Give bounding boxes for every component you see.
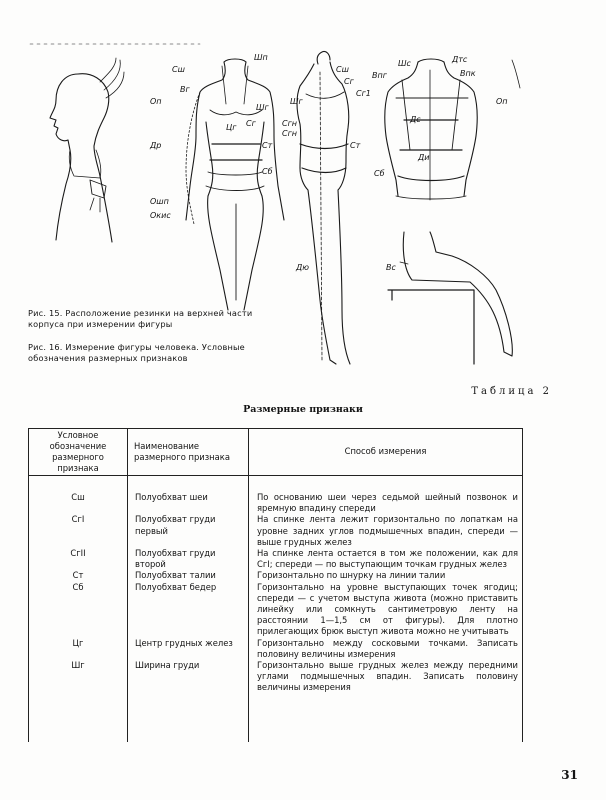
row-name: Ширина груди [128, 660, 249, 742]
row-method: На спинке лента лежит горизонтально по лопаткам на уровне задних углов подмышечных впадин, спереди — выше грудных желез [249, 514, 523, 548]
row-method: Горизонтально по шнурку на линии талии [249, 570, 523, 581]
header-name: Наименование размерного признака [128, 429, 249, 476]
table-row [29, 638, 523, 660]
row-name: Полуобхват шеи [128, 492, 249, 514]
label-front-5: Цг [226, 123, 237, 132]
label-side-1: Сг [344, 77, 354, 86]
table-row [29, 582, 523, 638]
label-back-6: Ди [418, 153, 430, 162]
page-edge-mark [512, 60, 520, 88]
label-front-9: Сб [262, 167, 273, 176]
label-back-5: Дс [410, 115, 421, 124]
label-front-1: Шп [254, 53, 268, 62]
label-back-3: Впк [460, 69, 476, 78]
label-back-4: Оп [496, 97, 508, 106]
figure-illustrations [0, 0, 606, 390]
table-header-row [29, 429, 523, 476]
row-name: Центр грудных желез [128, 638, 249, 660]
label-side-4: Сгн [282, 119, 298, 128]
row-name: Полуобхват бедер [128, 582, 249, 638]
label-front-3: Оп [150, 97, 162, 106]
table-title: Размерные признаки [243, 404, 363, 415]
label-front-11: Окис [150, 211, 171, 220]
label-front-6: Сг [246, 119, 256, 128]
label-back-8: Вс [386, 263, 396, 272]
row-code: Ст [29, 570, 128, 581]
row-code: Сш [29, 492, 128, 514]
table-label: Таблица 2 [471, 386, 552, 397]
label-side-7: Дю [296, 263, 309, 272]
label-back-1: Дтс [452, 55, 468, 64]
row-code: Цг [29, 638, 128, 660]
table-row [29, 660, 523, 742]
label-side-2: Сг1 [356, 89, 371, 98]
row-method: На спинке лента остается в том же положении, как для СгI; спереди — по выступающим точкам грудных желез [249, 548, 523, 570]
row-code: СгI [29, 514, 128, 548]
header-method: Способ измерения [249, 429, 523, 476]
fig16-front-figure [186, 59, 284, 310]
row-method: Горизонтально между сосковыми точками. Записать половину величины измерения [249, 638, 523, 660]
table-row [29, 514, 523, 548]
label-side-6: Ст [350, 141, 361, 150]
page-number: 31 [561, 768, 578, 782]
label-front-8: Др [150, 141, 162, 150]
fig16-seated-legs [388, 232, 512, 364]
row-code: СгII [29, 548, 128, 570]
row-code: Шг [29, 660, 128, 742]
label-side-0: Сш [336, 65, 349, 74]
row-method: По основанию шеи через седьмой шейный позвонок и яремную впадину спереди [249, 492, 523, 514]
header-code: Условное обозначение размерного признака [29, 429, 128, 476]
label-front-4: Шг [256, 103, 269, 112]
fig15-caption: Рис. 15. Расположение резинки на верхней части корпуса при измерении фигуры [28, 308, 253, 329]
row-method: Горизонтально на уровне выступающих точек ягодиц; спереди — с учетом выступа живота (можно приставить линейку или сомкнуть сантиметровую ленту на расстоянии 1—1,5 см от фигуры). Для плотно прилегающих брюк выступ живота можно не учитывать [249, 582, 523, 638]
table-row [29, 492, 523, 514]
fig15-profile-head [50, 58, 124, 242]
row-name: Полуобхват талии [128, 570, 249, 581]
label-back-0: Шс [398, 59, 411, 68]
table-row [29, 570, 523, 581]
label-front-2: Вг [180, 85, 190, 94]
row-name: Полуобхват груди второй [128, 548, 249, 570]
fig16-side-figure [297, 51, 350, 364]
row-method: Горизонтально выше грудных желез между передними углами подмышечных впадин. Записать половину величины измерения [249, 660, 523, 742]
label-front-10: Ошп [150, 197, 169, 206]
size-features-table [28, 428, 523, 742]
label-front-0: Сш [172, 65, 185, 74]
table-spacer-row [29, 476, 523, 493]
label-front-7: Ст [262, 141, 273, 150]
label-back-7: Сб [374, 169, 385, 178]
label-side-5: Сгн [282, 129, 298, 138]
label-side-3: Шг [290, 97, 303, 106]
label-back-2: Впг [372, 71, 387, 80]
table-row [29, 548, 523, 570]
row-code: Сб [29, 582, 128, 638]
fig16-caption: Рис. 16. Измерение фигуры человека. Условные обозначения размерных признаков [28, 342, 245, 363]
fig16-back-figure [385, 59, 478, 200]
row-name: Полуобхват груди первый [128, 514, 249, 548]
